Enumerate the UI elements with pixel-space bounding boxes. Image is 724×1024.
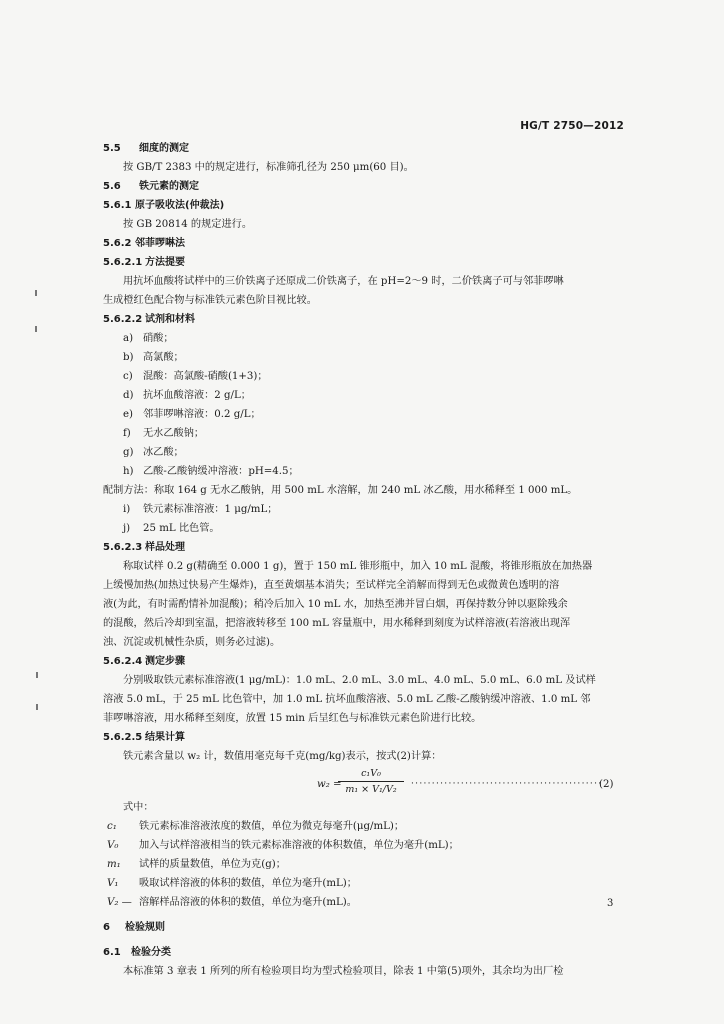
list-item: i) 铁元素标准溶液：1 μg/mL； [123, 504, 278, 515]
page-number: 3 [607, 898, 614, 909]
heading-6: 6 检验规则 [103, 922, 165, 933]
leader-dots: ·············································· [411, 779, 603, 789]
list-item: a) 硝酸； [123, 333, 174, 344]
heading-5-6-2-4: 5.6.2.4 测定步骤 [103, 656, 185, 667]
list-item: b) 高氯酸； [123, 352, 184, 363]
paragraph-line: 用抗坏血酸将试样中的三价铁离子还原成二价铁离子，在 pH=2～9 时，二价铁离子可与邻菲啰啉 [123, 276, 564, 287]
heading-6-1: 6.1 检验分类 [103, 947, 171, 958]
formula-lhs: w₂ = [317, 779, 342, 790]
list-item: c) 混酸：高氯酸-硝酸(1+3)； [123, 371, 268, 382]
symbol-definition: c₁ 铁元素标准溶液浓度的数值，单位为微克每毫升(μg/mL)； [107, 821, 405, 832]
paragraph-line: 上缓慢加热(加热过快易产生爆炸)，直至黄烟基本消失；至试样完全消解而得到无色或微黄色透明的溶 [103, 580, 560, 591]
standard-number: HG/T 2750—2012 [520, 120, 624, 132]
scan-artifact [35, 290, 37, 296]
paragraph-line: 溶液 5.0 mL，于 25 mL 比色管中，加 1.0 mL 抗坏血酸溶液、5.0 mL 乙酸-乙酸钠缓冲溶液、1.0 mL 邻 [103, 694, 591, 705]
list-item: e) 邻菲啰啉溶液：0.2 g/L； [123, 409, 261, 420]
formula-numerator: c₁V₀ [361, 768, 381, 779]
heading-5-6-2-3: 5.6.2.3 样品处理 [103, 542, 185, 553]
heading-5-6-2-2: 5.6.2.2 试剂和材料 [103, 314, 195, 325]
formula-fraction [338, 767, 404, 796]
paragraph-line: 的混酸，然后冷却到室温，把溶液转移至 100 mL 容量瓶中，用水稀释到刻度为试样溶液(若溶液出现浑 [103, 618, 571, 629]
heading-5-6-2-5: 5.6.2.5 结果计算 [103, 732, 185, 743]
symbol-definition: V₂ — 溶解样品溶液的体积的数值，单位为毫升(mL)。 [107, 897, 357, 908]
list-item: g) 冰乙酸； [123, 447, 184, 458]
formula-2 [103, 767, 623, 797]
paragraph-line: 分别吸取铁元素标准溶液(1 μg/mL)：1.0 mL、2.0 mL、3.0 mL、4.0 mL、5.0 mL、6.0 mL 及试样 [123, 675, 596, 686]
paragraph-line: 液(为此，有时需酌情补加混酸)；稍冷后加入 10 mL 水，加热至沸并冒白烟，再保持数分钟以驱除残余 [103, 599, 568, 610]
formula-denominator: m₁ × V₁/V₂ [345, 784, 397, 795]
paragraph: 铁元素含量以 w₂ 计，数值用毫克每千克(mg/kg)表示，按式(2)计算： [123, 751, 442, 762]
preparation-method: 配制方法：称取 164 g 无水乙酸钠，用 500 mL 水溶解，加 240 mL 冰乙酸，用水稀释至 1 000 mL。 [103, 485, 578, 496]
symbol-definition: m₁ 试样的质量数值，单位为克(g)； [107, 859, 286, 870]
heading-5-5: 5.5 细度的测定 [103, 143, 189, 154]
paragraph-line: 称取试样 0.2 g(精确至 0.000 1 g)，置于 150 mL 锥形瓶中，加入 10 mL 混酸，将锥形瓶放在加热器 [123, 561, 593, 572]
heading-5-6-1: 5.6.1 原子吸收法(仲裁法) [103, 200, 225, 211]
document-body [103, 139, 623, 981]
heading-5-6: 5.6 铁元素的测定 [103, 181, 199, 192]
list-item: j) 25 mL 比色管。 [123, 523, 220, 534]
heading-5-6-2: 5.6.2 邻菲啰啉法 [103, 238, 185, 249]
paragraph: 按 GB/T 2383 中的规定进行，标准筛孔径为 250 μm(60 目)。 [123, 162, 414, 173]
paragraph-line: 菲啰啉溶液，用水稀释至刻度，放置 15 min 后呈红色与标准铁元素色阶进行比较。 [103, 713, 482, 724]
symbol-definition: V₁ 吸取试样溶液的体积的数值，单位为毫升(mL)； [107, 878, 357, 889]
symbol-definition: V₀ 加入与试样溶液相当的铁元素标准溶液的体积数值，单位为毫升(mL)； [107, 840, 459, 851]
scan-artifact [35, 326, 37, 332]
paragraph: 按 GB 20814 的规定进行。 [123, 219, 253, 230]
scan-artifact [36, 704, 38, 710]
where-label: 式中： [123, 802, 154, 813]
list-item: f) 无水乙酸钠； [123, 428, 205, 439]
fraction-bar [338, 781, 404, 782]
paragraph-line: 浊、沉淀或机械性杂质，则务必过滤)。 [103, 637, 281, 648]
heading-5-6-2-1: 5.6.2.1 方法提要 [103, 257, 185, 268]
list-item: d) 抗坏血酸溶液：2 g/L； [123, 390, 251, 401]
scan-artifact [36, 672, 38, 678]
list-item: h) 乙酸-乙酸钠缓冲溶液：pH=4.5； [123, 466, 299, 477]
paragraph-line: 本标准第 3 章表 1 所列的所有检验项目均为型式检验项目，除表 1 中第(5)项外，其余均为出厂检 [123, 966, 564, 977]
paragraph-line: 生成橙红色配合物与标准铁元素色阶目视比较。 [103, 295, 317, 306]
equation-number: (2) [599, 779, 614, 790]
